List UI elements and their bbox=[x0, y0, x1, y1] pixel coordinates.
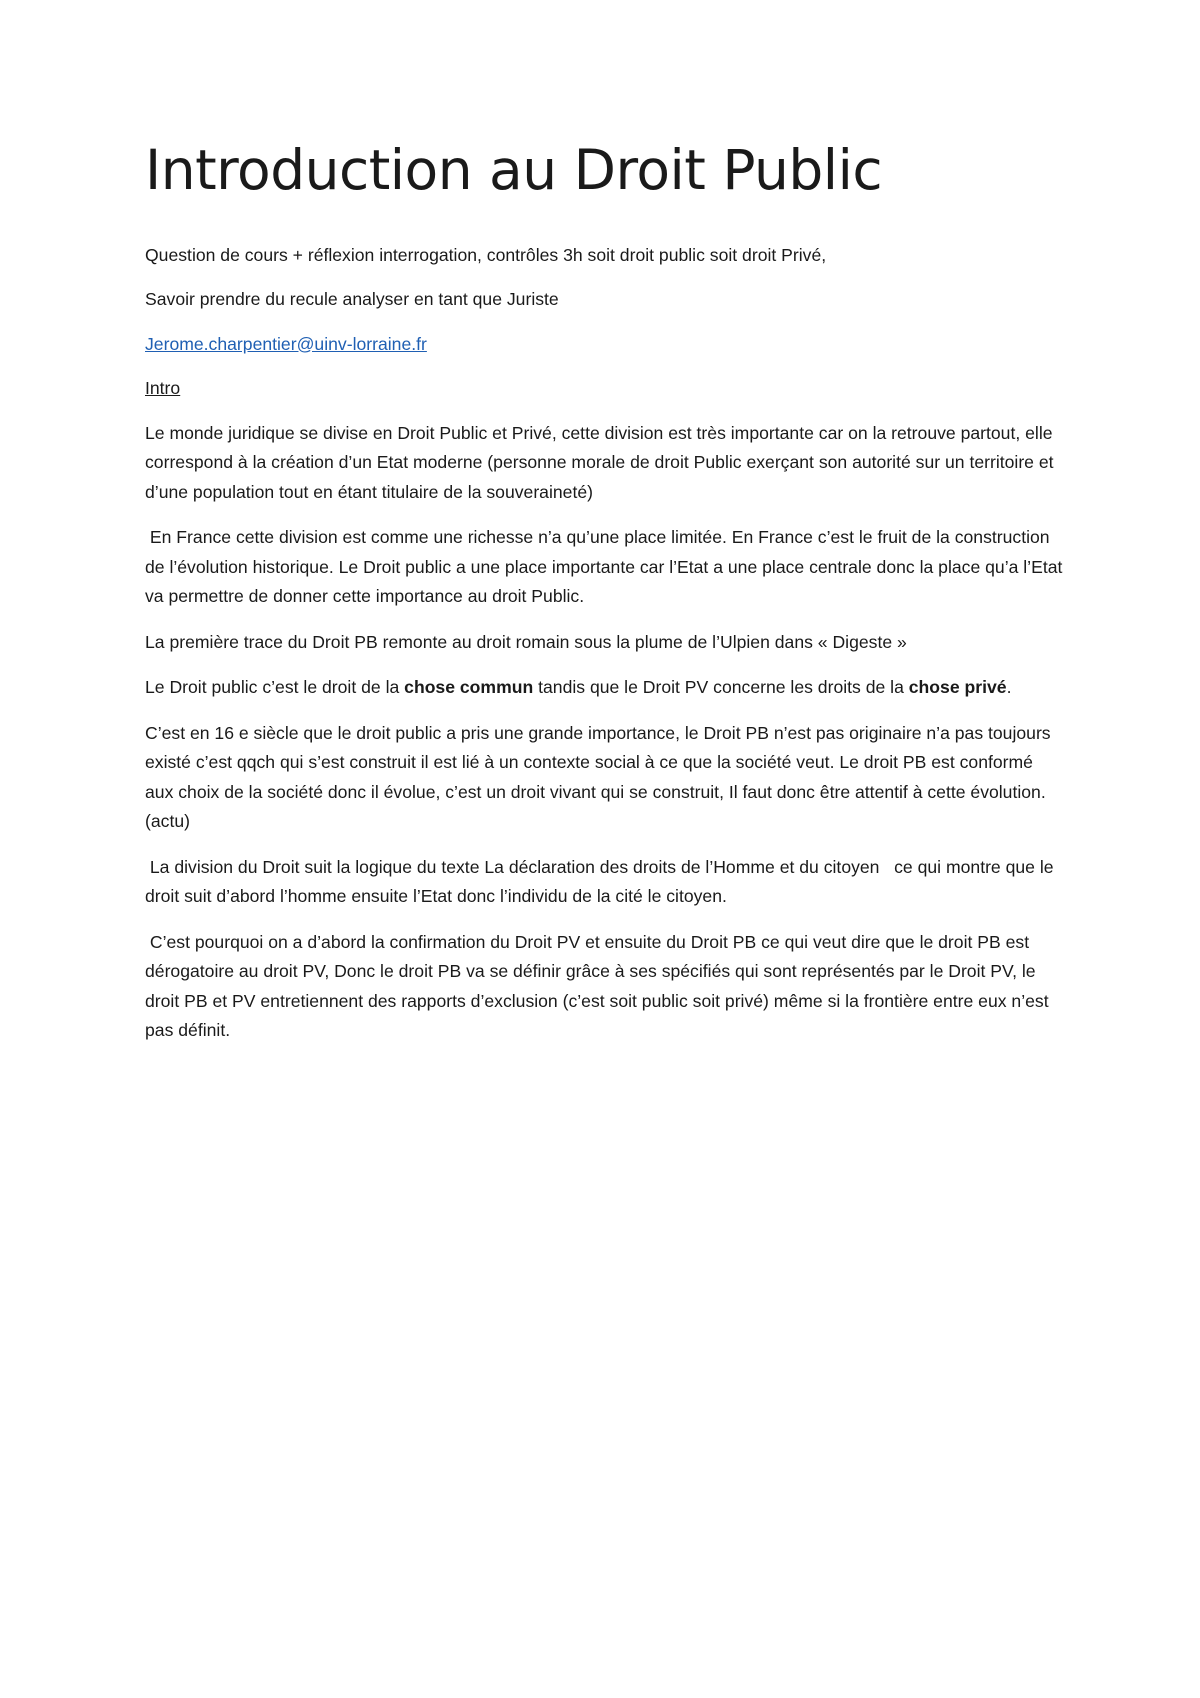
email-line bbox=[145, 330, 1065, 360]
paragraph-5: C’est en 16 e siècle que le droit public a pris une grande importance, le Droit PB n’est pas originaire n’a pas toujours existé c’est qqch qui s’est construit il est lié à un contexte social à ce que la société veut. Le droit PB est conformé aux choix de la société donc il évolue, c’est un droit vivant qui se construit, Il faut donc être attentif à cette évolution. (actu) bbox=[145, 722, 1051, 831]
paragraph-4 bbox=[145, 673, 1065, 703]
section-label-intro: Intro bbox=[145, 378, 181, 398]
advice-line: Savoir prendre du recule analyser en tant que Juriste bbox=[145, 289, 559, 309]
paragraph-4-text-b: tandis que le Droit PV concerne les droits de la bbox=[533, 677, 909, 697]
document-title: Introduction au Droit Public bbox=[145, 138, 883, 202]
paragraph-4-bold-a: chose commun bbox=[404, 677, 534, 697]
paragraph-2: En France cette division est comme une richesse n’a qu’une place limitée. En France c’est le fruit de la construction de l’évolution historique. Le Droit public a une place importante car l’Etat a une place centrale donc la place qu’a l’Etat va permettre de donner cette importance au droit Public. bbox=[145, 527, 1068, 606]
course-info-line: Question de cours + réflexion interrogation, contrôles 3h soit droit public soit droit Privé, bbox=[145, 244, 827, 265]
paragraph-4-text-a: Le Droit public c’est le droit de la bbox=[145, 677, 405, 697]
paragraph-3: La première trace du Droit PB remonte au droit romain sous la plume de l’Ulpien dans « Digeste » bbox=[145, 631, 907, 652]
paragraph-7: C’est pourquoi on a d’abord la confirmation du Droit PV et ensuite du Droit PB ce qui veut dire que le droit PB est dérogatoire au droit PV, Donc le droit PB va se définir grâce à ses spécifiés qui sont représentés par le Droit PV, le droit PB et PV entretiennent des rapports d’exclusion (c’est soit public soit privé) même si la frontière entre eux n’est pas définit. bbox=[145, 931, 1054, 1040]
section-heading bbox=[145, 374, 1065, 404]
paragraph-6: La division du Droit suit la logique du texte La déclaration des droits de l’Homme et du citoyen ce qui montre que le droit suit d’abord l’homme ensuite l’Etat donc l’individu de la cité le citoyen. bbox=[145, 856, 1059, 906]
email-link[interactable]: Jerome.charpentier@uinv-lorraine.fr bbox=[145, 333, 427, 354]
paragraph-4-bold-b: chose privé bbox=[908, 677, 1007, 697]
document-body bbox=[145, 138, 1068, 1062]
paragraph-4-text-c: . bbox=[1006, 677, 1012, 697]
paragraph-1: Le monde juridique se divise en Droit Public et Privé, cette division est très importante car on la retrouve partout, elle correspond à la création d’un Etat moderne (personne morale de droit Public exerçant son autorité sur un territoire et d’une population tout en étant titulaire de la souveraineté) bbox=[145, 422, 1054, 502]
